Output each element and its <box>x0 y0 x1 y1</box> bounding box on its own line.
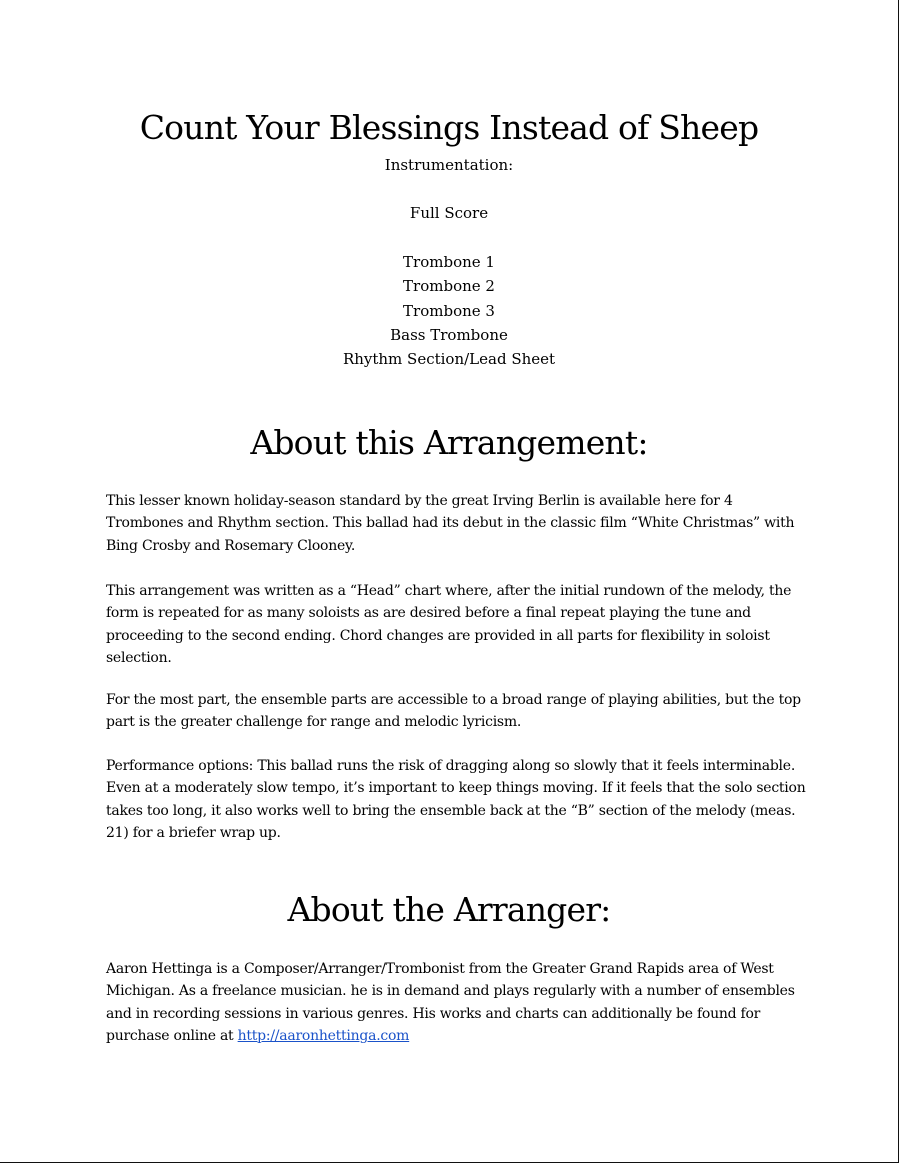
instrument-part: Trombone 2 <box>403 277 495 296</box>
arrangement-paragraph: This lesser known holiday-season standard by the great Irving Berlin is available here for 4 Trombones and Rhythm section. This ballad had its debut in the classic film “White Christmas” with Bing Crosby and Rosemary Clooney. <box>106 493 795 554</box>
arranger-website-link[interactable]: http://aaronhettinga.com <box>237 1028 410 1045</box>
arrangement-paragraph: This arrangement was written as a “Head” chart where, after the initial rundown of the melody, the form is repeated for as many soloists as are desired before a final repeat playing the tune and proceeding to the second ending. Chord changes are provided in all parts for flexibility in soloist selection. <box>106 583 792 667</box>
arranger-paragraph <box>106 958 806 1048</box>
instrument-part: Trombone 1 <box>403 253 495 271</box>
about-arrangement-heading: About this Arrangement: <box>250 423 648 462</box>
instrument-part: Rhythm Section/Lead Sheet <box>342 350 556 369</box>
document-title: Count Your Blessings Instead of Sheep <box>139 108 759 147</box>
instrument-part: Bass Trombone <box>390 325 508 344</box>
arrangement-paragraph: For the most part, the ensemble parts are accessible to a broad range of playing abilities, but the top part is the greater challenge for range and melodic lyricism. <box>106 692 801 731</box>
arranger-bio-text: Aaron Hettinga is a Composer/Arranger/Trombonist from the Greater Grand Rapids area of West Michigan. As a freelance musician. he is in demand and plays regularly with a number of ensembles and in recording sessions in various genres. His works and charts can additionally be found for purchase online at <box>106 961 795 1045</box>
full-score-label: Full Score <box>409 204 489 222</box>
about-arranger-heading: About the Arranger: <box>287 890 611 929</box>
instrumentation-heading: Instrumentation: <box>384 156 514 174</box>
instrumentation-list <box>0 250 898 371</box>
arrangement-paragraph: Performance options: This ballad runs the risk of dragging along so slowly that it feels interminable. Even at a moderately slow tempo, it’s important to keep things moving. If it feels that the solo section takes too long, it also works well to bring the ensemble back at the “B” section of the melody (meas. 21) for a briefer wrap up. <box>106 758 806 842</box>
instrument-part: Trombone 3 <box>403 301 495 320</box>
